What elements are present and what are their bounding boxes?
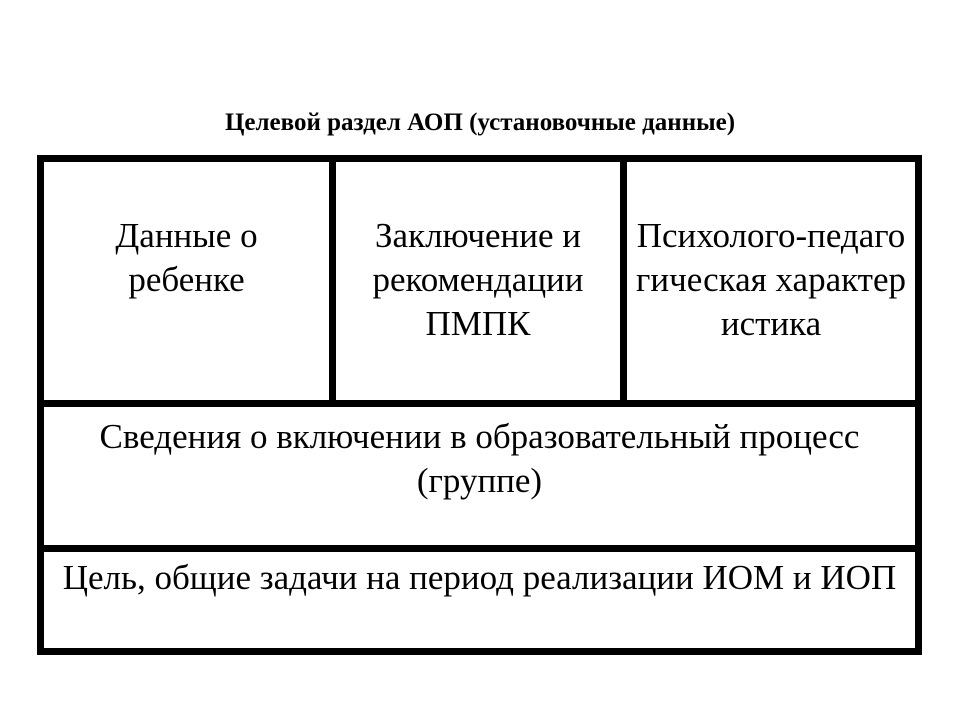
cell-goals-tasks-label: Цель, общие задачи на период реализации ИОМ и ИОП: [62, 558, 897, 597]
section-title: Целевой раздел АОП (установочные данные): [224, 109, 736, 136]
cell-inclusion-info-label: Сведения о включении в образовательный процесс (группе): [99, 417, 860, 500]
cell-pmpk-conclusion: [336, 162, 620, 400]
cell-goals-tasks: [44, 552, 915, 648]
cell-child-data: [44, 162, 329, 400]
cell-child-data-label: Данные о ребенке: [115, 216, 258, 299]
cell-inclusion-info: [44, 407, 915, 545]
cell-psych-characteristic-label: Психолого-педагогическая характеристика: [636, 216, 906, 343]
cell-psych-characteristic: [627, 162, 915, 400]
cell-pmpk-conclusion-label: Заключение и рекомендации ПМПК: [372, 216, 584, 343]
